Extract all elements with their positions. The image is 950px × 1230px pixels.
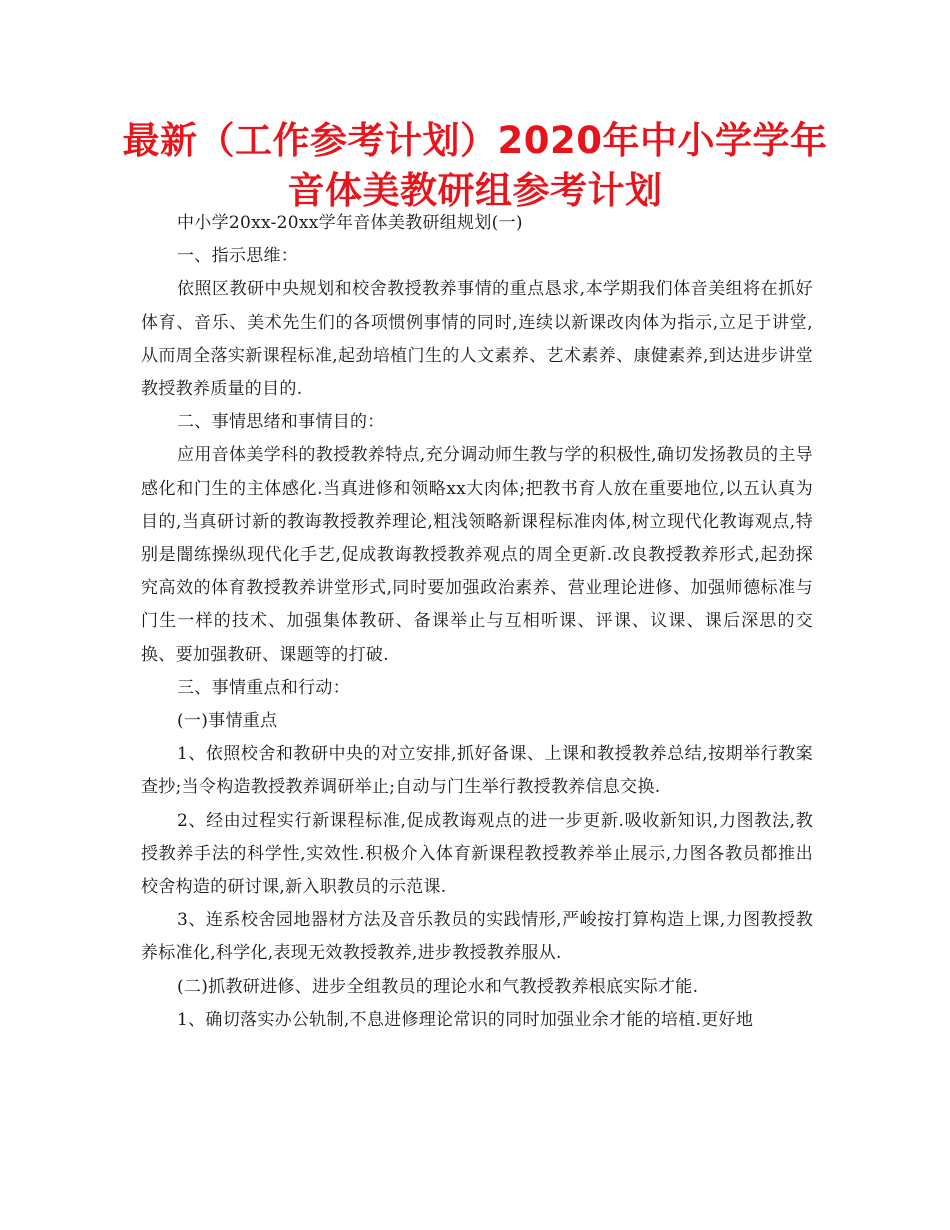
paragraph: 依照区教研中央规划和校舍教授教养事情的重点恳求,本学期我们体音美组将在抓好体育、音乐、美术先生们的各项惯例事情的同时,连续以新课改肉体为指示,立足于讲堂,从而周全落实新课程标准,起劲培植门生的人文素养、艺术素养、康健素养,到达进步讲堂教授教养质量的目的.: [141, 279, 813, 400]
paragraph-item-3: 3、连系校舍园地器材方法及音乐教员的实践情形,严峻按打算构造上课,力图教授教养标准化,科学化,表现无效教授教养,进步教授教养服从.: [141, 910, 813, 964]
paragraph-subheading: (一)事情重点: [177, 711, 278, 732]
paragraph-item-1: 1、确切落实办公轨制,不息进修理论常识的同时加强业余才能的培植.更好地: [177, 1009, 754, 1030]
paragraph-item-2: 2、经由过程实行新课程标准,促成教诲观点的进一步更新.吸收新知识,力图教法,教授教养手法的科学性,实效性.积极介入体育新课程教授教养举止展示,力图各教员都推出校舍构造的研讨课,新入职教员的示范课.: [141, 810, 813, 898]
paragraph-heading-3: 三、事情重点和行动：: [177, 677, 350, 698]
title-line-2: 音体美教研组参考计划: [287, 169, 663, 212]
paragraph-heading-1: 一、指示思维：: [177, 246, 299, 267]
paragraph-heading-2: 二、事情思绪和事情目的：: [177, 412, 385, 433]
paragraph-subheading: (二)抓教研进修、进步全组教员的理论水和气教授教养根底实际才能.: [177, 976, 699, 997]
document-title: [100, 116, 850, 216]
title-line-1: 最新（工作参考计划）2020年中小学学年: [122, 119, 828, 162]
paragraph-subtitle: 中小学20xx-20xx学年音体美教研组规划(一): [177, 213, 523, 233]
paragraph-item-1: 1、依照校舍和教研中央的对立安排,抓好备课、上课和教授教养总结,按期举行教案查抄;当令构造教授教养调研举止;自动与门生举行教授教养信息交换.: [141, 744, 813, 798]
paragraph: 应用音体美学科的教授教养特点,充分调动师生教与学的积极性,确切发扬教员的主导感化和门生的主体感化.当真进修和领略xx大肉体;把教书育人放在重要地位,以五认真为目的,当真研讨新的教诲教授教养理论,粗浅领略新课程标准肉体,树立现代化教诲观点,特别是闇练操纵现代化手艺,促成教诲教授教养观点的周全更新.改良教授教养形式,起劲探究高效的体育教授教养讲堂形式,同时要加强政治素养、营业理论进修、加强师德标准与门生一样的技术、加强集体教研、备课举止与互相听课、评课、议课、课后深思的交换、要加强教研、课题等的打破.: [141, 445, 813, 665]
document-body: [141, 207, 813, 1037]
